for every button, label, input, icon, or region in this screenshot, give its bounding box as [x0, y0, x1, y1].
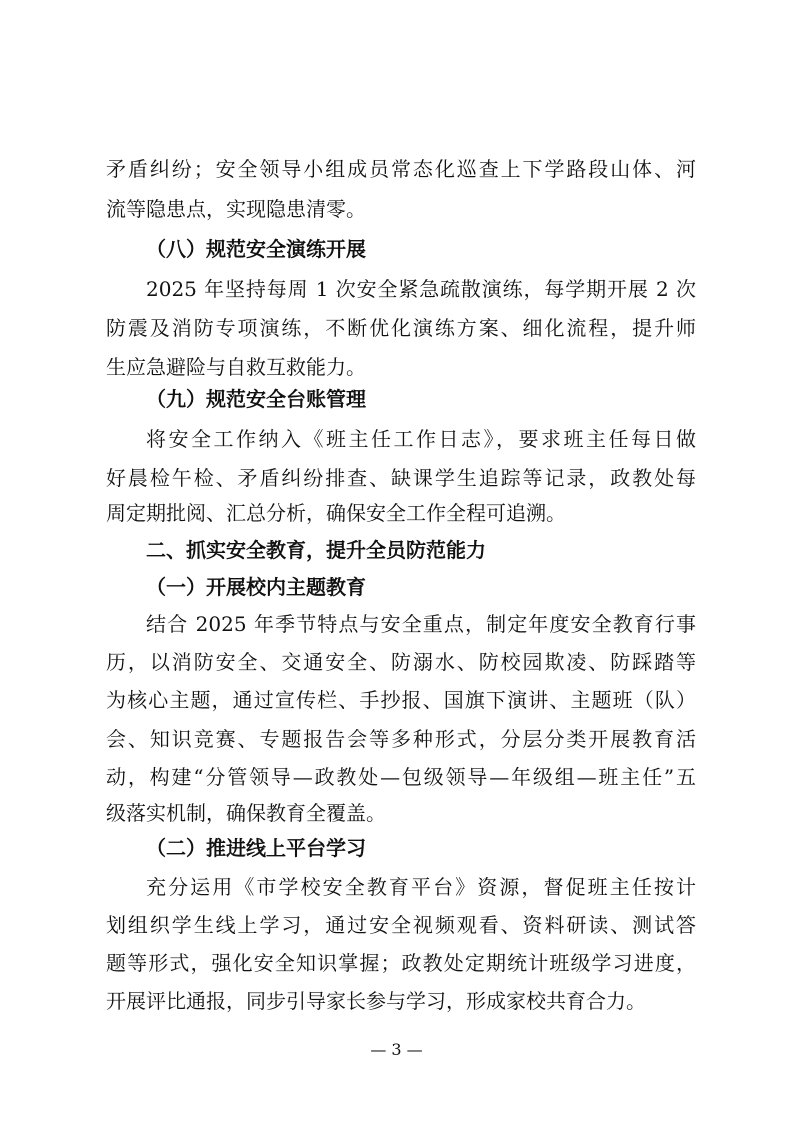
paragraph-line: 题等形式，强化安全知识掌握；政教处定期统计班级学习进度，	[106, 951, 696, 975]
paragraph-line: 矛盾纠纷；安全领导小组成员常态化巡查上下学路段山体、河	[106, 157, 696, 181]
paragraph-line: 生应急避险与自救互救能力。	[106, 355, 366, 379]
section-heading-8: （八）规范安全演练开展	[146, 237, 366, 261]
paragraph-line: 历，以消防安全、交通安全、防溺水、防校园欺凌、防踩踏等	[106, 650, 696, 674]
paragraph-line: 划组织学生线上学习，通过安全视频观看、资料研读、测试答	[106, 913, 696, 937]
paragraph-line: 会、知识竞赛、专题报告会等多种形式，分层分类开展教育活	[106, 727, 696, 751]
paragraph-line: 充分运用《市学校安全教育平台》资源，督促班主任按计	[146, 875, 696, 899]
section-heading-2: （二）推进线上平台学习	[146, 836, 366, 860]
paragraph-line: 动，构建“分管领导—政教处—包级领导—年级组—班主任”五	[106, 765, 696, 789]
paragraph-line: 开展评比通报，同步引导家长参与学习，形成家校共育合力。	[106, 989, 646, 1013]
paragraph-line: 级落实机制，确保教育全覆盖。	[106, 801, 386, 825]
paragraph-line: 流等隐患点，实现隐患清零。	[106, 197, 366, 221]
section-heading-1: （一）开展校内主题教育	[146, 575, 366, 599]
chapter-heading-2: 二、抓实安全教育，提升全员防范能力	[146, 538, 486, 562]
paragraph-line: 防震及消防专项演练，不断优化演练方案、细化流程，提升师	[106, 316, 696, 340]
paragraph-line: 周定期批阅、汇总分析，确保安全工作全程可追溯。	[106, 501, 566, 525]
paragraph-line: 将安全工作纳入《班主任工作日志》，要求班主任每日做	[146, 427, 696, 451]
section-heading-9: （九）规范安全台账管理	[146, 387, 366, 411]
paragraph-line: 好晨检午检、矛盾纠纷排查、缺课学生追踪等记录，政教处每	[106, 466, 696, 490]
paragraph-line: 结合 2025 年季节特点与安全重点，制定年度安全教育行事	[146, 612, 696, 636]
paragraph-line: 2025 年坚持每周 1 次安全紧急疏散演练，每学期开展 2 次	[146, 277, 696, 301]
page-number: — 3 —	[370, 1040, 423, 1059]
paragraph-line: 为核心主题，通过宣传栏、手抄报、国旗下演讲、主题班（队）	[106, 688, 696, 712]
